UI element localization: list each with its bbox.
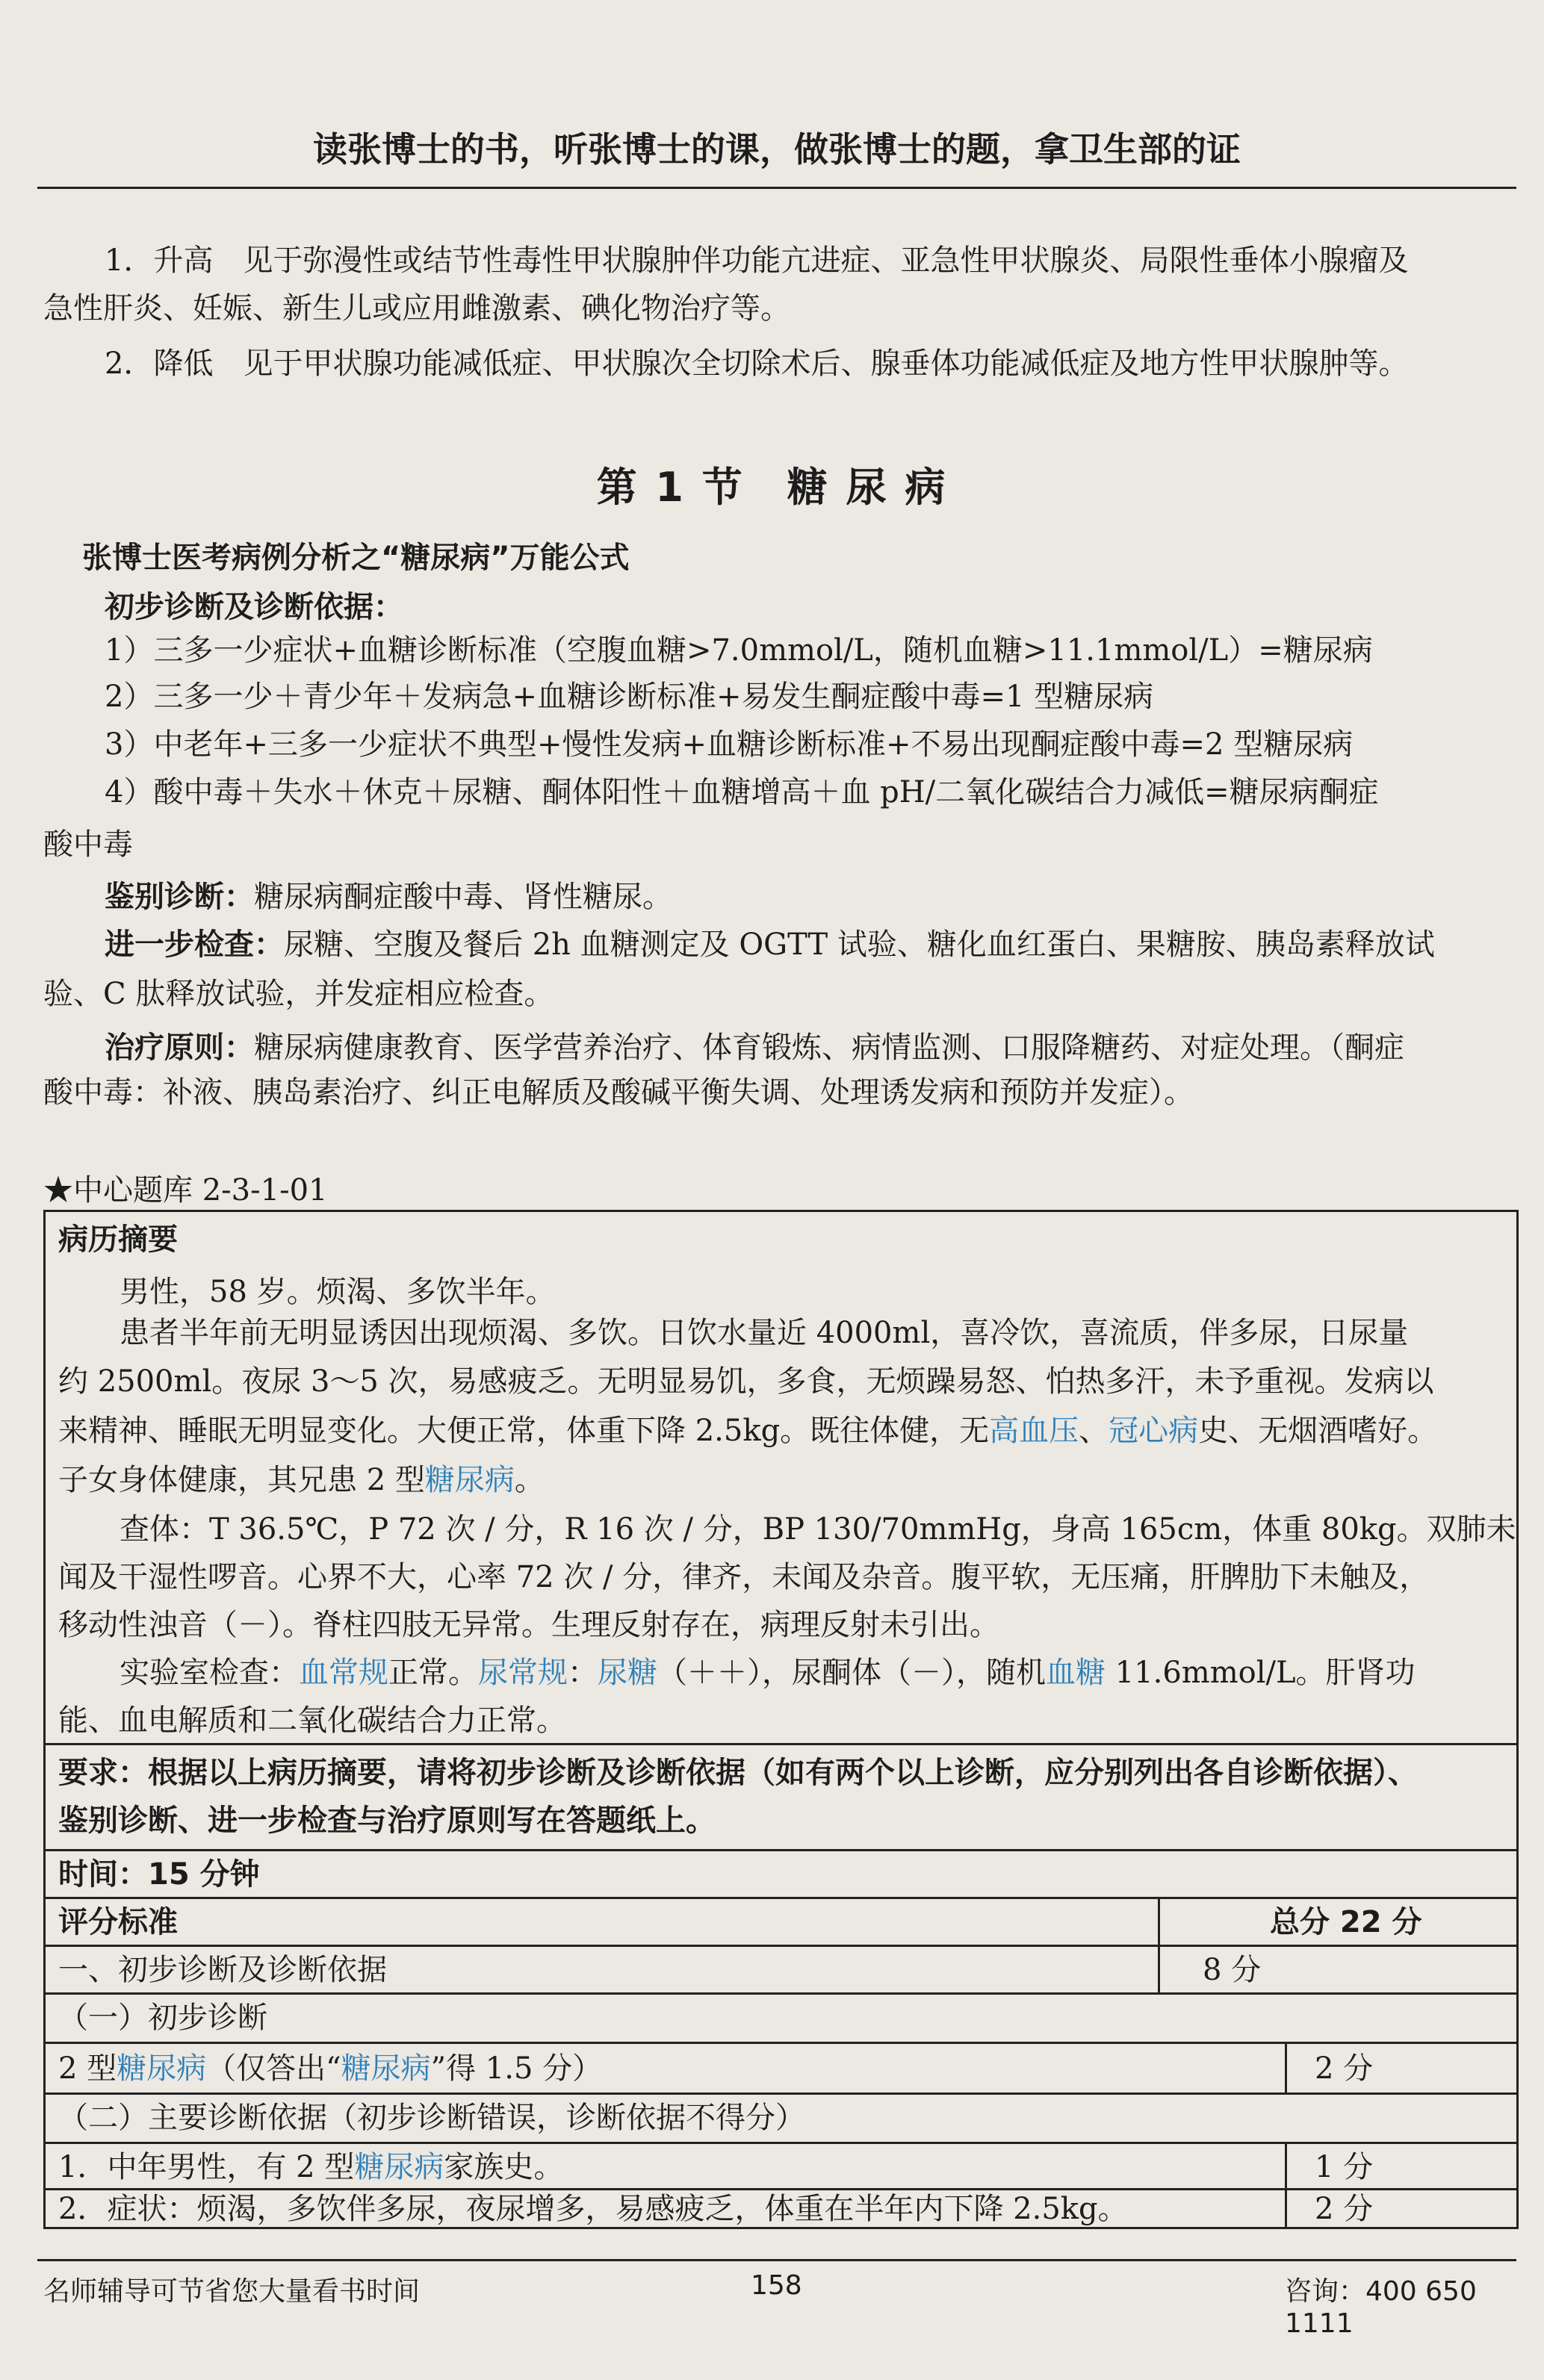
divider — [43, 2142, 1519, 2144]
formula-heading: 张博士医考病例分析之“糖尿病”万能公式 — [82, 541, 630, 575]
exam-text-1: 尿糖、空腹及餐后 2h 血糖测定及 OGTT 试验、糖化血红蛋白、果糖胺、胰岛素释放试 — [284, 928, 1435, 962]
link-blood-glucose[interactable]: 血糖 — [1046, 1656, 1106, 1690]
case-history-4: 子女身体健康，其兄患 2 型糖尿病。 — [58, 1463, 545, 1497]
exam-line — [105, 922, 1516, 968]
divider — [43, 2092, 1519, 2095]
dx-item-3: 3）中老年+三多一少症状不典型+慢性发病+血糖诊断标准+不易出现酮症酸中毒=2 型糖尿病 — [105, 727, 1354, 762]
link-hypertension[interactable]: 高血压 — [989, 1414, 1079, 1448]
tx-line — [105, 1025, 1516, 1071]
dx-label: 初步诊断及诊断依据： — [105, 590, 403, 624]
dx-item-2: 2）三多一少＋青少年＋发病急+血糖诊断标准+易发生酮症酸中毒=1 型糖尿病 — [105, 680, 1154, 714]
case-history-1: 患者半年前无明显诱因出现烦渴、多饮。日饮水量近 4000ml，喜冷饮，喜流质，伴多尿，日尿量 — [120, 1316, 1409, 1350]
case-exam-1: 查体：T 36.5℃，P 72 次 / 分，R 16 次 / 分，BP 130/70mmHg，身高 165cm，体重 80kg。双肺未 — [120, 1512, 1516, 1547]
link-diabetes[interactable]: 糖尿病 — [424, 1463, 515, 1497]
link-diabetes[interactable]: 糖尿病 — [354, 2150, 444, 2184]
requirement-2: 鉴别诊断、进一步检查与治疗原则写在答题纸上。 — [58, 1803, 716, 1838]
page-number: 158 — [751, 2270, 802, 2301]
dx-item-4-cont: 酸中毒 — [43, 827, 133, 862]
footer-rule — [37, 2259, 1516, 2261]
case-exam-2: 闻及干湿性啰音。心界不大，心率 72 次 / 分，律齐，未闻及杂音。腹平软，无压痛，肝脾肋下未触及， — [58, 1560, 1430, 1594]
footer-right: 咨询：400 650 1111 — [1285, 2276, 1477, 2339]
tx-label: 治疗原则： — [105, 1031, 254, 1065]
divider — [43, 1945, 1519, 1947]
case-lab-2: 能、血电解质和二氧化碳结合力正常。 — [58, 1703, 566, 1738]
tx-text-1: 糖尿病健康教育、医学营养治疗、体育锻炼、病情监测、口服降糖药、对症处理。（酮症 — [254, 1031, 1404, 1065]
score-row-2: （一）初步诊断 — [58, 2001, 267, 2035]
score-row-4: （二）主要诊断依据（初步诊断错误，诊断依据不得分） — [58, 2101, 805, 2135]
link-blood-routine[interactable]: 血常规 — [299, 1656, 388, 1690]
score-row-1: 一、初步诊断及诊断依据 — [58, 1953, 387, 1987]
link-chd[interactable]: 冠心病 — [1109, 1414, 1199, 1448]
case-lab-1: 实验室检查：血常规正常。尿常规：尿糖（＋＋），尿酮体（－），随机血糖 11.6mmol/L。肝肾功 — [120, 1656, 1416, 1690]
link-diabetes[interactable]: 糖尿病 — [117, 2051, 207, 2086]
case-exam-3: 移动性浊音（－）。脊柱四肢无异常。生理反射存在，病理反射未引出。 — [58, 1608, 999, 1642]
score-row-6: 2．症状：烦渴，多饮伴多尿，夜尿增多，易感疲乏，体重在半年内下降 2.5kg。 — [58, 2192, 1128, 2226]
score-row-3: 2 型糖尿病（仅答出“糖尿病”得 1.5 分） — [58, 2051, 603, 2086]
divider — [43, 1743, 1519, 1745]
exam-label: 进一步检查： — [105, 928, 284, 962]
case-history-2: 约 2500ml。夜尿 3～5 次，易感疲乏。无明显易饥，多食，无烦躁易怒、怕热多汗，未予重视。发病以 — [58, 1364, 1434, 1399]
question-id: ★中心题库 2-3-1-01 — [43, 1173, 328, 1208]
dx-item-4: 4）酸中毒＋失水＋休克＋尿糖、酮体阳性＋血糖增高＋血 pH/二氧化碳结合力减低=糖尿病酮症 — [105, 775, 1379, 810]
column-divider — [1158, 1897, 1160, 1992]
score-row-5: 1．中年男性，有 2 型糖尿病家族史。 — [58, 2150, 564, 2184]
ddx-label: 鉴别诊断： — [105, 880, 254, 914]
intro-item-1-cont: 急性肝炎、妊娠、新生儿或应用雌激素、碘化物治疗等。 — [43, 291, 790, 326]
case-history-3: 来精神、睡眠无明显变化。大便正常，体重下降 2.5kg。既往体健，无高血压、冠心病史、无烟酒嗜好。 — [58, 1414, 1438, 1448]
intro-item-2: 2．降低 见于甲状腺功能减低症、甲状腺次全切除术后、腺垂体功能减低症及地方性甲状腺肿等。 — [105, 347, 1409, 381]
time-limit: 时间：15 分钟 — [58, 1857, 260, 1892]
score-row-5-score: 1 分 — [1315, 2150, 1374, 2184]
requirement-1: 要求：根据以上病历摘要，请将初步诊断及诊断依据（如有两个以上诊断，应分别列出各自诊断依据）、 — [58, 1756, 1418, 1790]
divider — [43, 2042, 1519, 2044]
divider — [43, 1897, 1519, 1899]
exam-text-2: 验、C 肽释放试验，并发症相应检查。 — [43, 977, 554, 1011]
ddx-text: 糖尿病酮症酸中毒、肾性糖尿。 — [254, 880, 672, 914]
intro-item-1: 1．升高 见于弥漫性或结节性毒性甲状腺肿伴功能亢进症、亚急性甲状腺炎、局限性垂体小腺瘤及 — [105, 243, 1409, 278]
score-row-6-score: 2 分 — [1315, 2192, 1374, 2226]
score-row-3-score: 2 分 — [1315, 2051, 1374, 2086]
link-urine-routine[interactable]: 尿常规 — [478, 1656, 568, 1690]
running-header: 读张博士的书，听张博士的课，做张博士的题，拿卫生部的证 — [37, 127, 1516, 189]
case-line-1: 男性，58 岁。烦渴、多饮半年。 — [120, 1275, 556, 1309]
scoring-header-left: 评分标准 — [58, 1905, 178, 1939]
column-divider — [1285, 2142, 1287, 2229]
footer-left: 名师辅导可节省您大量看书时间 — [43, 2276, 421, 2307]
section-title: 第 1 节 糖 尿 病 — [596, 464, 948, 511]
scoring-header-right: 总分 22 分 — [1270, 1905, 1422, 1939]
dx-item-1: 1）三多一少症状+血糖诊断标准（空腹血糖>7.0mmol/L，随机血糖>11.1mmol/L）=糖尿病 — [105, 633, 1373, 668]
ddx-line — [105, 874, 1516, 920]
link-diabetes[interactable]: 糖尿病 — [341, 2051, 431, 2086]
divider — [43, 1992, 1519, 1995]
tx-text-2: 酸中毒：补液、胰岛素治疗、纠正电解质及酸碱平衡失调、处理诱发病和预防并发症）。 — [43, 1075, 1194, 1110]
case-summary-label: 病历摘要 — [58, 1222, 178, 1257]
divider — [43, 1849, 1519, 1851]
column-divider — [1285, 2042, 1287, 2092]
score-row-1-score: 8 分 — [1203, 1953, 1262, 1987]
link-urine-glucose[interactable]: 尿糖 — [598, 1656, 657, 1690]
